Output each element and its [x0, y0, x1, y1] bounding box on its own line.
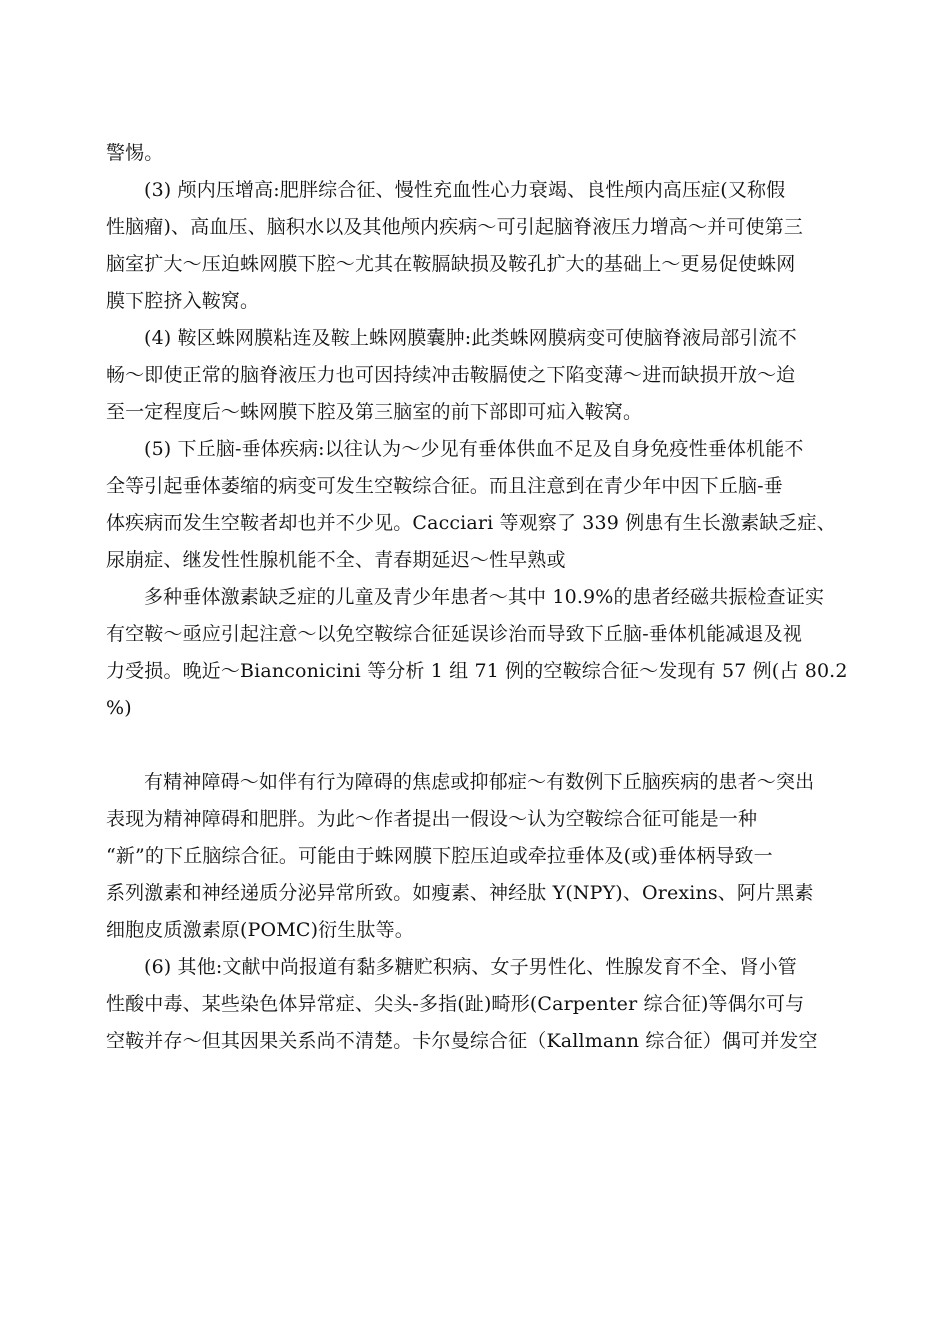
- text-line: 警惕。: [106, 142, 164, 164]
- text-line: 性脑瘤)、高血压、脑积水以及其他颅内疾病〜可引起脑脊液压力增高〜并可使第三: [106, 216, 803, 238]
- text-line: “新”的下丘脑综合征。可能由于蛛网膜下腔压迫或牵拉垂体及(或)垂体柄导致一: [106, 845, 773, 867]
- paragraph-first-line: (4) 鞍区蛛网膜粘连及鞍上蛛网膜囊肿:此类蛛网膜病变可使脑脊液局部引流不: [144, 327, 797, 349]
- text-line: 性酸中毒、某些染色体异常症、尖头-多指(趾)畸形(Carpenter 综合征)等偶尔可与: [106, 993, 805, 1015]
- paragraph-first-line: (3) 颅内压增高:肥胖综合征、慢性充血性心力衰竭、良性颅内高压症(又称假: [144, 179, 786, 201]
- text-line: 至一定程度后〜蛛网膜下腔及第三脑室的前下部即可疝入鞍窝。: [106, 401, 643, 423]
- document-body: [106, 135, 846, 1060]
- text-line: 表现为精神障碍和肥胖。为此〜作者提出一假设〜认为空鞍综合征可能是一种: [106, 808, 758, 830]
- text-line: 膜下腔挤入鞍窝。: [106, 290, 260, 312]
- text-line: 体疾病而发生空鞍者却也并不少见。Cacciari 等观察了 339 例患有生长激素缺乏症、: [106, 512, 836, 534]
- text-line: 尿崩症、继发性性腺机能不全、青春期延迟〜性早熟或: [106, 549, 566, 571]
- text-line: 力受损。晚近〜Bianconicini 等分析 1 组 71 例的空鞍综合征〜发现有 57 例(占 80.2: [106, 660, 848, 682]
- text-line: 空鞍并存〜但其因果关系尚不清楚。卡尔曼综合征（Kallmann 综合征）偶可并发空: [106, 1030, 818, 1052]
- text-line: %): [106, 697, 132, 719]
- text-line: 全等引起垂体萎缩的病变可发生空鞍综合征。而且注意到在青少年中因下丘脑-垂: [106, 475, 783, 497]
- text-line: 系列激素和神经递质分泌异常所致。如瘦素、神经肽 Y(NPY)、Orexins、阿片黑素: [106, 882, 814, 904]
- text-line: 有空鞍〜亟应引起注意〜以免空鞍综合征延误诊治而导致下丘脑-垂体机能减退及视: [106, 623, 802, 645]
- paragraph-first-line: (6) 其他:文献中尚报道有黏多糖贮积病、女子男性化、性腺发育不全、肾小管: [144, 956, 797, 978]
- paragraph-first-line: 有精神障碍〜如伴有行为障碍的焦虑或抑郁症〜有数例下丘脑疾病的患者〜突出: [144, 771, 815, 793]
- text-line: 畅〜即使正常的脑脊液压力也可因持续冲击鞍膈使之下陷变薄〜进而缺损开放〜迨: [106, 364, 796, 386]
- paragraph-first-line: 多种垂体激素缺乏症的儿童及青少年患者〜其中 10.9%的患者经磁共振检查证实: [144, 586, 825, 608]
- text-line: 脑室扩大〜压迫蛛网膜下腔〜尤其在鞍膈缺损及鞍孔扩大的基础上〜更易促使蛛网: [106, 253, 796, 275]
- blank-line: [106, 727, 846, 764]
- paragraph-first-line: (5) 下丘脑-垂体疾病:以往认为〜少见有垂体供血不足及自身免疫性垂体机能不: [144, 438, 804, 460]
- text-line: 细胞皮质激素原(POMC)衍生肽等。: [106, 919, 414, 941]
